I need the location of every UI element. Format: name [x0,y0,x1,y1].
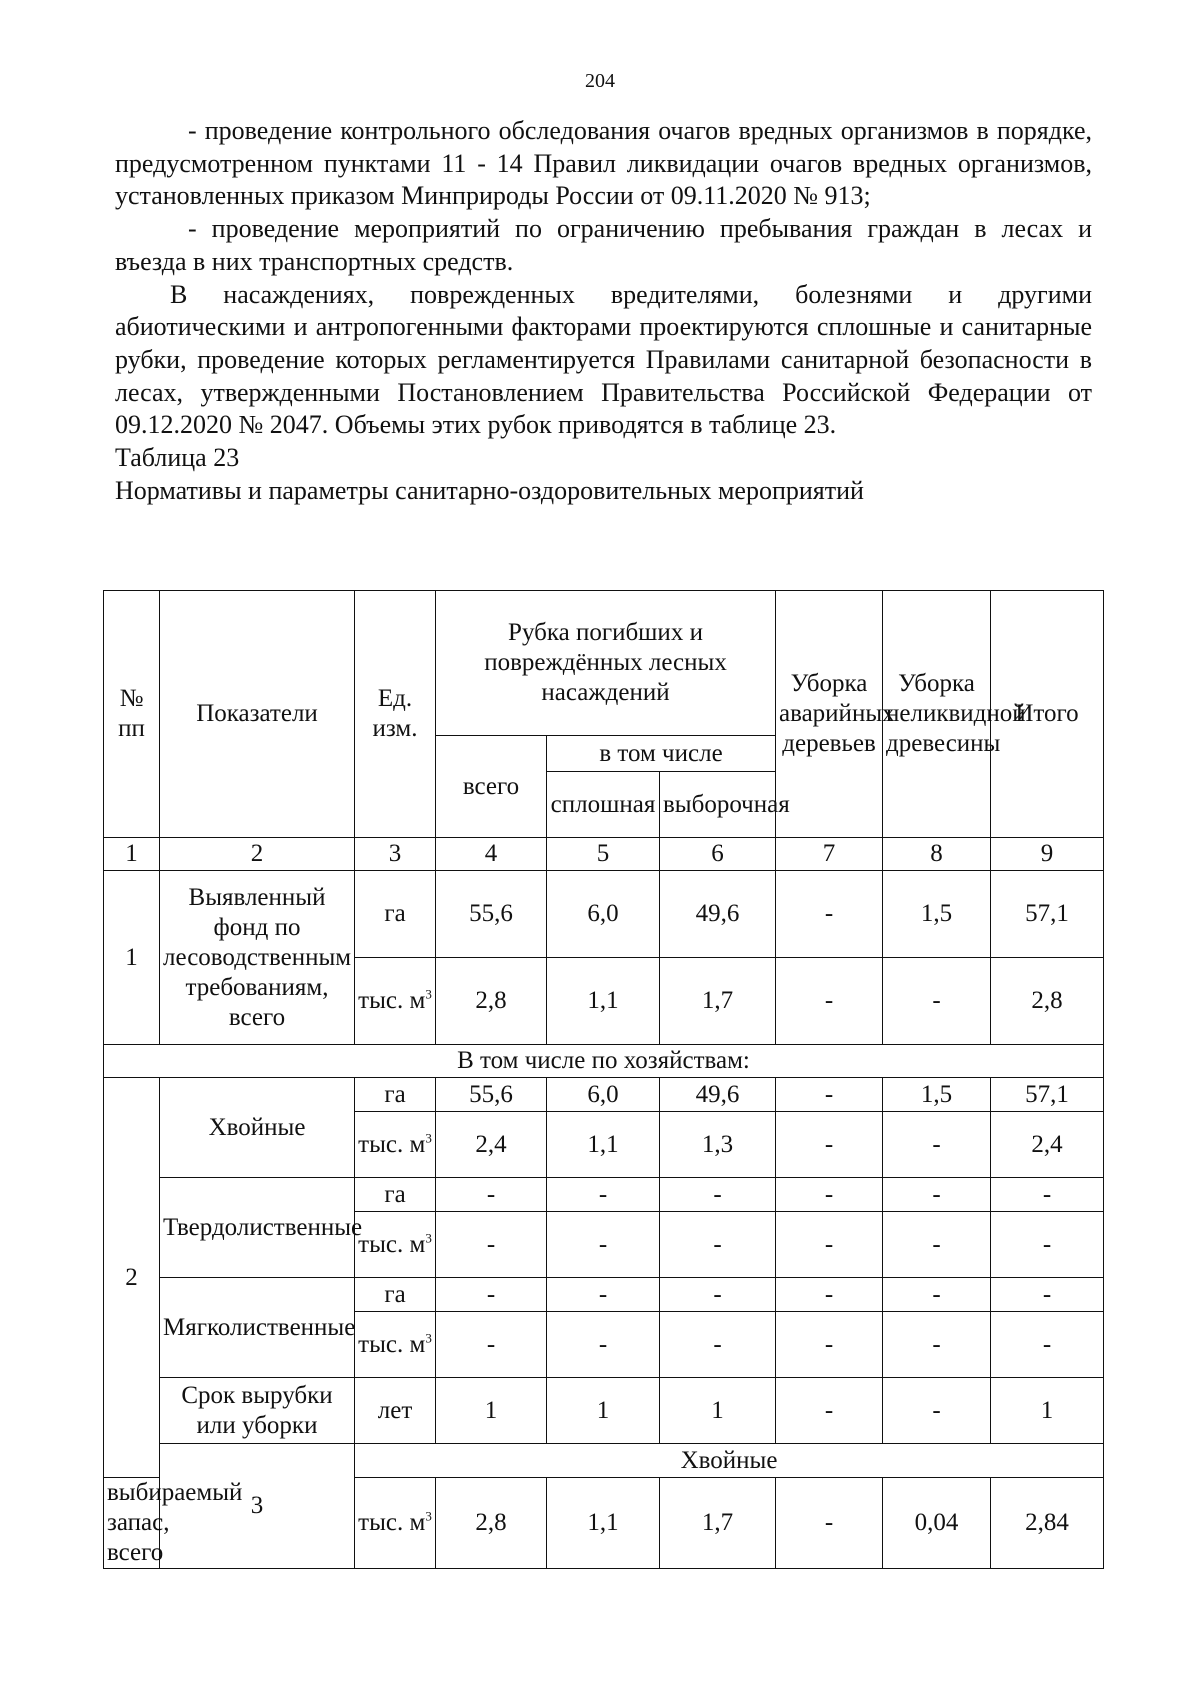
value-cell: 1,1 [547,1112,660,1178]
value-cell: 1,3 [660,1112,776,1178]
column-number-row [104,838,1104,871]
value-cell: 49,6 [660,1078,776,1112]
row-label: Мягколиственные [160,1278,355,1378]
value-cell: 0,04 [883,1478,991,1569]
col-number: 7 [776,838,883,871]
col-number: 8 [883,838,991,871]
value-cell: - [660,1178,776,1212]
value-cell: - [883,1178,991,1212]
body-text [115,115,1092,507]
row-label: Выявленный фонд по лесоводственным требованиям, всего [160,871,355,1045]
value-cell: - [991,1178,1104,1212]
value-cell: 2,8 [436,1478,547,1569]
value-cell: 49,6 [660,871,776,958]
value-cell: 1,1 [547,1478,660,1569]
header-selective: выборочная [660,772,776,838]
value-cell: 1 [436,1378,547,1444]
value-cell: 2,4 [436,1112,547,1178]
value-cell: - [436,1178,547,1212]
value-cell: - [776,1478,883,1569]
value-cell: 2,8 [436,958,547,1045]
value-cell: - [883,1278,991,1312]
value-cell: 2,8 [991,958,1104,1045]
paragraph-sanitary-felling: В насаждениях, поврежденных вредителями, болезнями и другими абиотическими и антропогенными факторами проектируются сплошные и санитарные рубки, проведение которых регламентируется Правилами санитарной безопасности в лесах, утвержденными Постановлением Правительства Российской Федерации от 09.12.2020 № 2047. Объемы этих рубок приводятся в таблице 23. [115,279,1092,440]
sanitary-measures-table [103,590,1104,1569]
col-number: 4 [436,838,547,871]
col-number: 1 [104,838,160,871]
value-cell: 1 [991,1378,1104,1444]
value-cell: - [883,1378,991,1444]
value-cell: - [991,1212,1104,1278]
row-label: Срок вырубки или уборки [160,1378,355,1444]
value-cell: 1,7 [660,958,776,1045]
row-subheader: Хвойные [355,1444,1104,1478]
value-cell: 6,0 [547,1078,660,1112]
value-cell: - [436,1278,547,1312]
value-cell: - [547,1278,660,1312]
value-cell: - [776,1112,883,1178]
value-cell: - [991,1312,1104,1378]
value-cell: - [660,1212,776,1278]
header-emergency-trees: Уборка аварийных деревьев [776,591,883,838]
value-cell: - [883,1312,991,1378]
row-label: Твердолиственные [160,1178,355,1278]
col-number: 9 [991,838,1104,871]
value-cell: 2,4 [991,1112,1104,1178]
header-total-all: всего [436,736,547,838]
value-cell: - [660,1278,776,1312]
page-number: 204 [585,70,615,92]
table-title: Нормативы и параметры санитарно-оздоровительных мероприятий [115,475,864,505]
unit-cell: тыс. $м^3$ [355,1312,436,1378]
value-cell: - [547,1212,660,1278]
section-row [104,1045,1104,1078]
value-cell: 1 [660,1378,776,1444]
value-cell: 57,1 [991,1078,1104,1112]
table-row [104,1378,1104,1444]
value-cell: 1 [547,1378,660,1444]
table-row [104,1178,1104,1212]
value-cell: 1,5 [883,1078,991,1112]
header-including: в том числе [547,736,776,772]
value-cell: - [776,1378,883,1444]
header-felling-group: Рубка погибших и повреждённых лесных насаждений [436,591,776,736]
value-cell: - [883,958,991,1045]
value-cell: - [436,1312,547,1378]
value-cell: - [660,1312,776,1378]
header-num: № пп [104,591,160,838]
row-label: выбираемый запас, всего [104,1478,160,1569]
value-cell: 6,0 [547,871,660,958]
table-number-label: Таблица 23 [115,443,240,473]
section-label: В том числе по хозяйствам: [104,1045,1104,1078]
unit-cell: га [355,871,436,958]
value-cell: 2,84 [991,1478,1104,1569]
value-cell: 55,6 [436,871,547,958]
value-cell: 1,1 [547,958,660,1045]
header-clear: сплошная [547,772,660,838]
row-label: Хвойные [160,1078,355,1178]
unit-cell: тыс. $м^3$ [355,1212,436,1278]
col-number: 5 [547,838,660,871]
value-cell: - [436,1212,547,1278]
value-cell: - [547,1178,660,1212]
value-cell: - [776,958,883,1045]
value-cell: 55,6 [436,1078,547,1112]
value-cell: - [776,1312,883,1378]
paragraph-access-restriction: - проведение мероприятий по ограничению пребывания граждан в лесах и въезда в них транспортных средств. [115,214,1092,276]
table-row [104,1278,1104,1312]
value-cell: - [776,1212,883,1278]
unit-cell: га [355,1278,436,1312]
row-num: 2 [104,1078,160,1478]
value-cell: - [547,1312,660,1378]
value-cell: - [991,1278,1104,1312]
value-cell: 1,7 [660,1478,776,1569]
subheader-row [104,1444,1104,1478]
paragraph-control-survey: - проведение контрольного обследования очагов вредных организмов в порядке, предусмотренном пунктами 11 - 14 Правил ликвидации очагов вредных организмов, установленных приказом Минприроды России от 09.11.2020 № 913; [115,116,1092,211]
unit-cell: тыс. $м^3$ [355,1478,436,1569]
row-num: 1 [104,871,160,1045]
value-cell: 57,1 [991,871,1104,958]
unit-cell: лет [355,1378,436,1444]
unit-cell: тыс. $м^3$ [355,958,436,1045]
row-num: 3 [160,1444,355,1569]
header-illiquid-wood: Уборка неликвидной древесины [883,591,991,838]
table-row [104,871,1104,958]
col-number: 3 [355,838,436,871]
value-cell: - [776,1178,883,1212]
value-cell: - [776,1278,883,1312]
header-total: Итого [991,591,1104,838]
value-cell: - [883,1212,991,1278]
unit-cell: га [355,1078,436,1112]
header-unit: Ед. изм. [355,591,436,838]
table-row [104,1078,1104,1112]
value-cell: - [776,871,883,958]
header-indicators: Показатели [160,591,355,838]
col-number: 6 [660,838,776,871]
unit-cell: га [355,1178,436,1212]
unit-cell: тыс. $м^3$ [355,1112,436,1178]
value-cell: - [883,1112,991,1178]
col-number: 2 [160,838,355,871]
value-cell: 1,5 [883,871,991,958]
value-cell: - [776,1078,883,1112]
